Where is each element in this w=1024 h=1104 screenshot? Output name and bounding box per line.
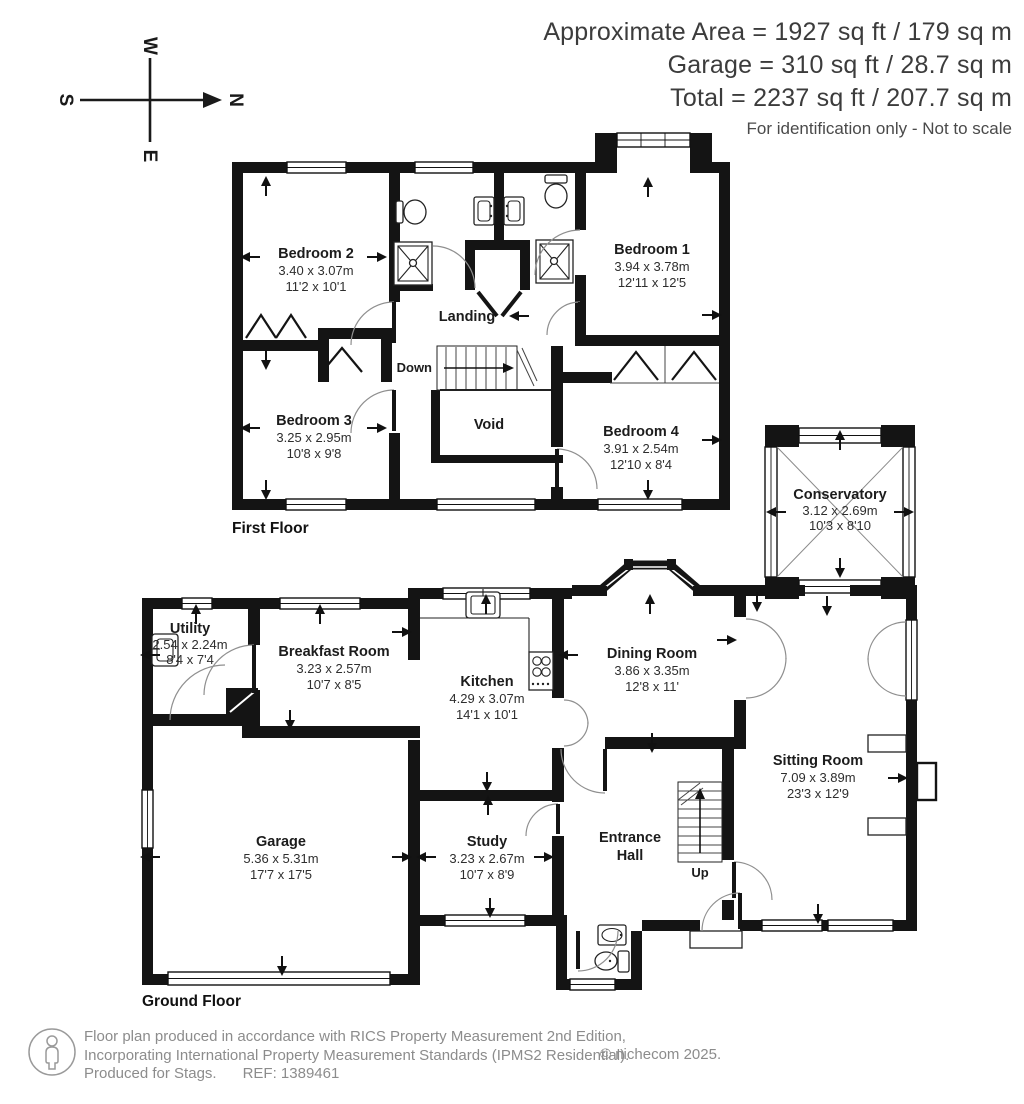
kitchen-name: Kitchen	[460, 674, 514, 690]
sitting-room-features	[868, 735, 936, 835]
entrance-hall-line2: Hall	[616, 848, 644, 864]
total-area-text: Total = 2237 sq ft / 207.7 sq m	[670, 84, 1012, 112]
toilet-icon	[595, 951, 629, 972]
room-label-bedroom-4	[603, 424, 679, 472]
bedroom-2-imperial: 11'2 x 10'1	[285, 279, 347, 294]
stairs-down-label: Down	[396, 360, 432, 375]
utility-name: Utility	[169, 621, 211, 637]
garage-imperial: 17'7 x 17'5	[249, 867, 313, 882]
basin-icon	[474, 197, 494, 225]
footer-credits	[84, 1028, 629, 1084]
porch-step	[690, 931, 742, 948]
room-label-bedroom-3	[276, 413, 352, 461]
bedroom-1-metric: 3.94 x 3.78m	[614, 259, 690, 274]
void-label: Void	[473, 417, 505, 433]
room-label-study	[449, 834, 524, 882]
dining-room-metric: 3.86 x 3.35m	[614, 663, 690, 678]
room-label-bedroom-2	[278, 246, 354, 294]
stairs-up	[678, 782, 722, 862]
breakfast-room-metric: 3.23 x 2.57m	[296, 661, 372, 676]
compass-south: S	[55, 93, 76, 107]
sitting-room-metric: 7.09 x 3.89m	[780, 770, 856, 785]
garage-metric: 5.36 x 5.31m	[243, 851, 319, 866]
room-label-garage	[243, 834, 318, 882]
compass-north: N	[225, 93, 246, 107]
compass-east: E	[139, 149, 160, 163]
conservatory-imperial: 10'3 x 8'10	[808, 518, 872, 533]
footer-line3	[84, 1065, 629, 1084]
bedroom-1-name: Bedroom 1	[614, 242, 690, 258]
stairs-down	[437, 346, 537, 390]
approximate-area-text: Approximate Area = 1927 sq ft / 179 sq m	[543, 18, 1012, 46]
bedroom-4-imperial: 12'10 x 8'4	[609, 457, 673, 472]
entrance-hall-line1: Entrance	[598, 830, 662, 846]
room-label-entrance-hall	[599, 830, 661, 864]
bedroom-3-imperial: 10'8 x 9'8	[286, 446, 342, 461]
shower-icon	[394, 242, 432, 285]
study-imperial: 10'7 x 8'9	[459, 867, 515, 882]
produced-for-text: Produced for Stags.	[84, 1065, 217, 1082]
bedroom-1-imperial: 12'11 x 12'5	[617, 275, 687, 290]
basin-icon	[598, 925, 626, 945]
sitting-room-name: Sitting Room	[772, 753, 864, 769]
bedroom-2-metric: 3.40 x 3.07m	[278, 263, 354, 278]
dining-room-name: Dining Room	[606, 646, 698, 662]
kitchen-metric: 4.29 x 3.07m	[449, 691, 525, 706]
breakfast-room-name: Breakfast Room	[278, 644, 390, 660]
study-metric: 3.23 x 2.67m	[449, 851, 525, 866]
ground-floor-plan	[140, 559, 936, 1010]
compass-rose	[55, 37, 246, 162]
room-label-sitting-room	[773, 753, 863, 801]
room-label-kitchen	[449, 674, 524, 722]
conservatory-plan	[765, 425, 915, 599]
first-floor-label: First Floor	[232, 520, 309, 537]
room-label-breakfast-room	[278, 644, 389, 692]
bedroom-3-name: Bedroom 3	[276, 413, 352, 429]
garage-name: Garage	[256, 834, 306, 850]
bedroom-4-metric: 3.91 x 2.54m	[603, 441, 679, 456]
disclaimer-text: For identification only - Not to scale	[746, 119, 1012, 138]
shower-icon	[536, 240, 573, 283]
room-label-dining-room	[607, 646, 697, 694]
first-floor-plan	[232, 133, 730, 537]
copyright-text: © nichecom 2025.	[600, 1046, 722, 1063]
dining-room-imperial: 12'8 x 11'	[625, 679, 679, 694]
compass-west: W	[139, 37, 160, 55]
landing-label: Landing	[438, 309, 496, 325]
radiator	[868, 818, 906, 835]
bedroom-4-name: Bedroom 4	[603, 424, 679, 440]
person-icon	[29, 1029, 75, 1075]
chimney-breast	[917, 763, 936, 800]
ground-floor-label: Ground Floor	[142, 993, 242, 1010]
dining-bay-window	[596, 559, 704, 596]
bedroom-2-name: Bedroom 2	[278, 246, 354, 262]
stairs-up-label: Up	[691, 865, 709, 880]
basin-icon	[504, 197, 524, 225]
breakfast-room-imperial: 10'7 x 8'5	[306, 677, 362, 692]
utility-imperial: 8'4 x 7'4	[166, 652, 214, 667]
radiator	[868, 735, 906, 752]
kitchen-imperial: 14'1 x 10'1	[455, 707, 519, 722]
garage-area-text: Garage = 310 sq ft / 28.7 sq m	[667, 51, 1012, 79]
area-summary	[543, 16, 1012, 141]
footer-line1: Floor plan produced in accordance with RICS Property Measurement 2nd Edition,	[84, 1028, 626, 1045]
utility-metric: 2.54 x 2.24m	[152, 637, 228, 652]
hob-icon	[529, 652, 553, 690]
bedroom-3-metric: 3.25 x 2.95m	[276, 430, 352, 445]
footer-line2: Incorporating International Property Measurement Standards (IPMS2 Residential).	[84, 1046, 630, 1064]
conservatory-name: Conservatory	[793, 487, 887, 503]
reference-number: REF: 1389461	[242, 1065, 340, 1082]
room-label-conservatory	[793, 487, 886, 533]
toilet-icon	[545, 175, 567, 208]
study-name: Study	[466, 834, 508, 850]
toilet-icon	[396, 200, 426, 224]
room-label-bedroom-1	[614, 242, 690, 290]
sitting-room-imperial: 23'3 x 12'9	[786, 786, 850, 801]
conservatory-metric: 3.12 x 2.69m	[802, 503, 878, 518]
